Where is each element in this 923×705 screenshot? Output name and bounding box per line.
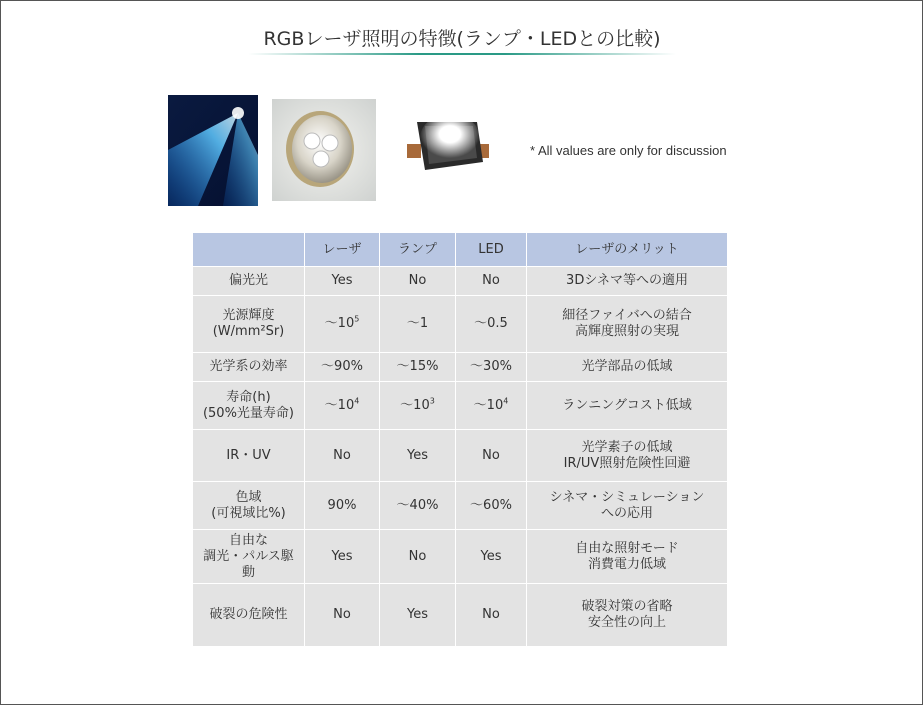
led-value: Yes	[456, 530, 527, 584]
comparison-table	[192, 232, 728, 647]
table-row	[193, 267, 728, 296]
discussion-note: * All values are only for discussion	[530, 143, 727, 158]
table-row	[193, 584, 728, 647]
table-row	[193, 382, 728, 430]
lamp-value: No	[380, 267, 456, 296]
title-underline	[248, 53, 676, 55]
laser-value: Yes	[305, 267, 380, 296]
table-row	[193, 296, 728, 353]
row-label: 色域 (可視域比%)	[193, 482, 305, 530]
lamp-value: Yes	[380, 430, 456, 482]
lamp-value: No	[380, 530, 456, 584]
merit-value: ランニングコスト低域	[527, 382, 728, 430]
table-row	[193, 530, 728, 584]
row-label: 偏光光	[193, 267, 305, 296]
page-title: RGBレーザ照明の特徴(ランプ・LEDとの比較)	[263, 28, 661, 50]
header-laser: レーザ	[305, 233, 380, 267]
laser-value: No	[305, 584, 380, 647]
table-row	[193, 353, 728, 382]
led-value: 〜60%	[456, 482, 527, 530]
led-value: 〜30%	[456, 353, 527, 382]
row-label: 自由な 調光・パルス駆動	[193, 530, 305, 584]
laser-value: No	[305, 430, 380, 482]
lamp-value: 〜15%	[380, 353, 456, 382]
laser-value: Yes	[305, 530, 380, 584]
laser-value: 〜$10^4$	[305, 382, 380, 430]
row-label: 光学系の効率	[193, 353, 305, 382]
merit-value: 光学部品の低域	[527, 353, 728, 382]
led-value: No	[456, 430, 527, 482]
lamp-value: 〜1	[380, 296, 456, 353]
merit-value: 破裂対策の省略 安全性の向上	[527, 584, 728, 647]
merit-value: シネマ・シミュレーション への応用	[527, 482, 728, 530]
table-row	[193, 482, 728, 530]
laser-light-image	[168, 95, 258, 206]
row-label: 寿命(h) (50%光量寿命)	[193, 382, 305, 430]
led-value: No	[456, 584, 527, 647]
merit-value: 3Dシネマ等への適用	[527, 267, 728, 296]
header-led: LED	[456, 233, 527, 267]
row-label: 光源輝度 (W/mm²Sr)	[193, 296, 305, 353]
led-value: 〜$10^4$	[456, 382, 527, 430]
lamp-value: Yes	[380, 584, 456, 647]
table-header-row	[193, 233, 728, 267]
led-value: 〜0.5	[456, 296, 527, 353]
header-merit: レーザのメリット	[527, 233, 728, 267]
merit-value: 自由な照射モード 消費電力低域	[527, 530, 728, 584]
laser-value: 〜$10^5$	[305, 296, 380, 353]
lamp-image	[272, 99, 376, 201]
lamp-value: 〜$10^3$	[380, 382, 456, 430]
header-lamp: ランプ	[380, 233, 456, 267]
merit-value: 細径ファイバへの結合 高輝度照射の実現	[527, 296, 728, 353]
laser-value: 90%	[305, 482, 380, 530]
row-label: 破裂の危険性	[193, 584, 305, 647]
table-row	[193, 430, 728, 482]
merit-value: 光学素子の低域 IR/UV照射危険性回避	[527, 430, 728, 482]
led-value: No	[456, 267, 527, 296]
laser-value: 〜90%	[305, 353, 380, 382]
row-label: IR・UV	[193, 430, 305, 482]
led-image	[395, 104, 495, 184]
lamp-value: 〜40%	[380, 482, 456, 530]
header-corner	[193, 233, 305, 267]
